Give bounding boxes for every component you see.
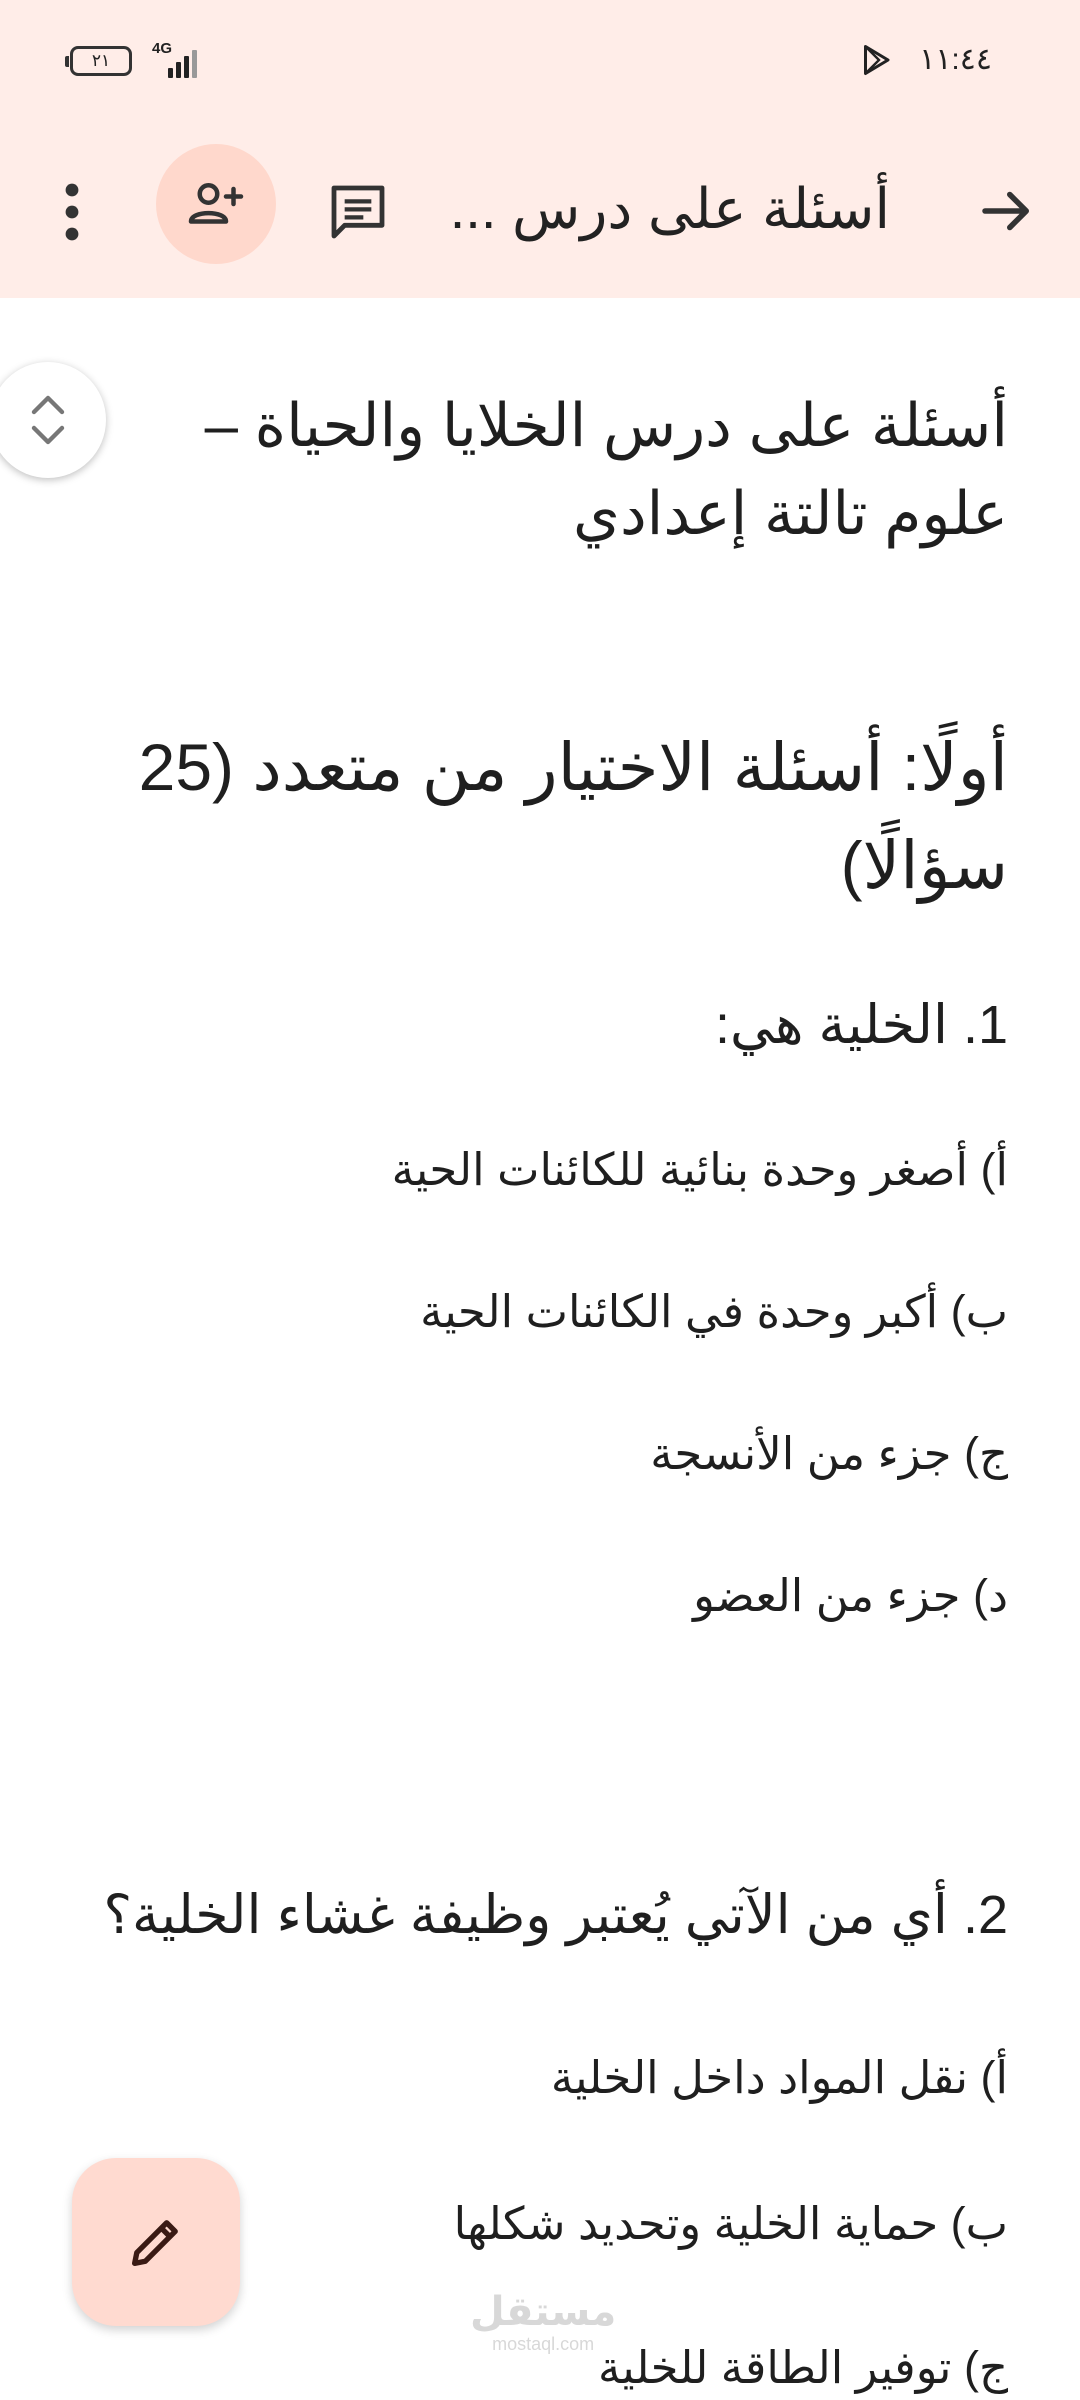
question-2: 2. أي من الآتي يُعتبر وظيفة غشاء الخلية؟ [103, 1885, 1008, 1945]
status-bar [0, 0, 1080, 124]
question-1-option-d: د) جزء من العضو [693, 1570, 1008, 1621]
edit-fab-button[interactable] [72, 2158, 240, 2326]
comments-button[interactable] [318, 172, 398, 252]
status-time: ١١:٤٤ [919, 43, 992, 76]
app-bar [0, 124, 1080, 298]
back-arrow-icon[interactable] [974, 178, 1040, 244]
document-title[interactable]: أسئلة على درس ... [449, 177, 890, 240]
question-1-option-a: أ) أصغر وحدة بنائية للكائنات الحية [391, 1144, 1008, 1195]
comment-icon [326, 180, 390, 244]
question-1-option-c: ج) جزء من الأنسجة [650, 1428, 1008, 1479]
watermark-arabic: مستقل [470, 2290, 617, 2334]
section-heading: أولًا: أسئلة الاختيار من متعدد (25 سؤالًا) [138, 730, 1008, 902]
more-options-button[interactable] [44, 172, 100, 252]
question-1: 1. الخلية هي: [715, 995, 1008, 1055]
more-vert-icon [64, 182, 80, 242]
add-person-icon [186, 174, 246, 234]
play-store-icon [858, 42, 894, 78]
watermark-latin: mostaql.com [492, 2334, 595, 2354]
battery-level: ٢١ [91, 51, 111, 70]
question-2-option-c: ج) توفير الطاقة للخلية [598, 2342, 1008, 2393]
signal-icon [148, 40, 208, 80]
doc-heading: أسئلة على درس الخلايا والحياة – علوم تالتة إعدادي [204, 392, 1008, 547]
pencil-icon [124, 2210, 188, 2274]
network-type: 4G [152, 40, 173, 57]
share-button[interactable] [156, 144, 276, 264]
question-1-option-b: ب) أكبر وحدة في الكائنات الحية [420, 1286, 1008, 1337]
battery-indicator [70, 46, 132, 76]
unfold-icon [26, 388, 70, 452]
question-2-option-b: ب) حماية الخلية وتحديد شكلها [453, 2198, 1008, 2249]
fast-scroll-handle[interactable] [0, 362, 106, 478]
watermark [470, 2290, 616, 2354]
question-2-option-a: أ) نقل المواد داخل الخلية [550, 2052, 1008, 2103]
